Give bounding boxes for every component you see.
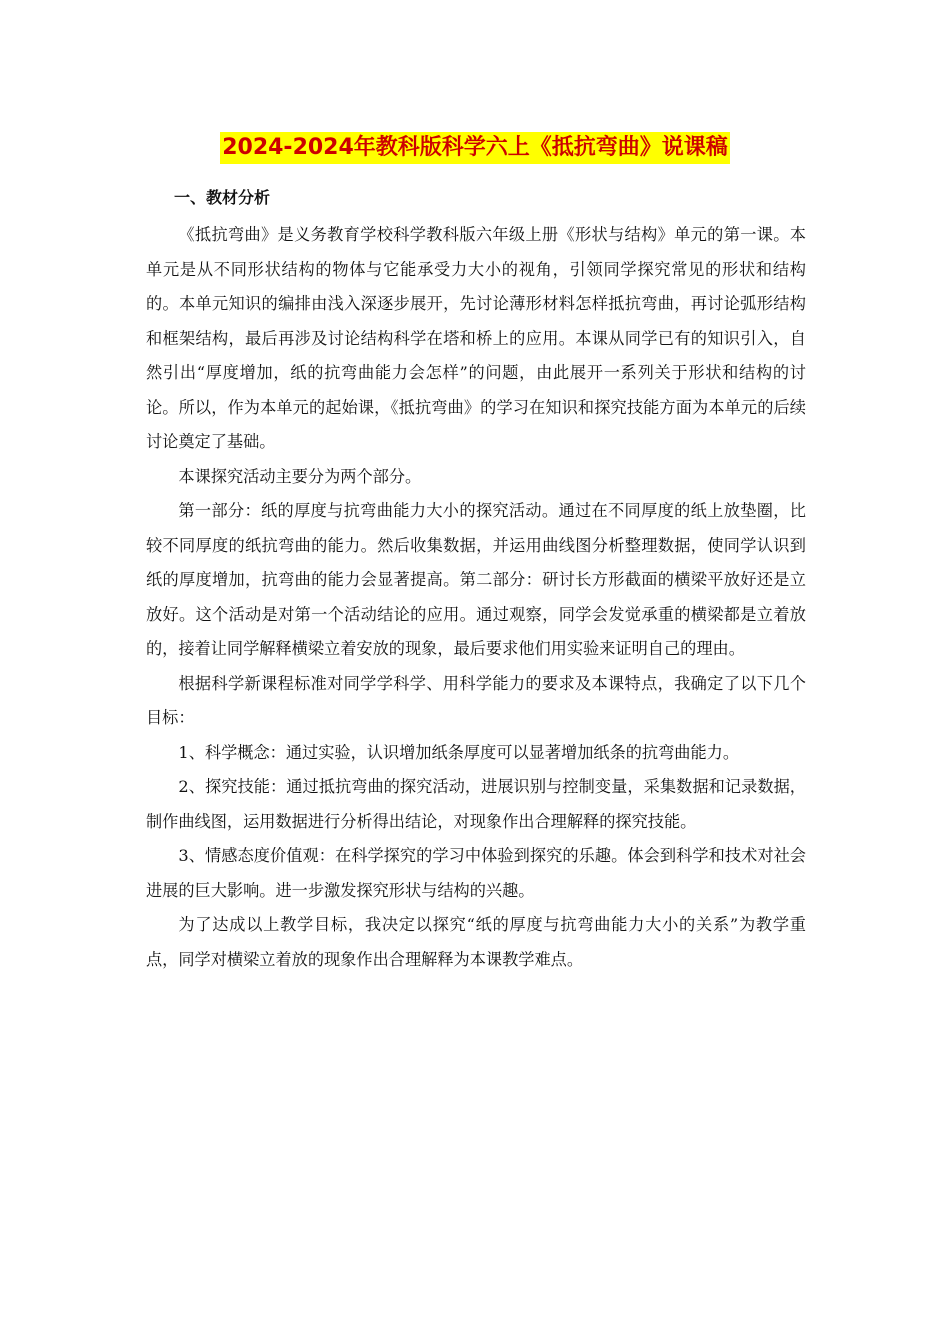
paragraph-goal-skills: 2、探究技能：通过抵抗弯曲的探究活动，进展识别与控制变量，采集数据和记录数据，制作曲线图，运用数据进行分析得出结论，对现象作出合理解释的探究技能。 [146,777,806,831]
paragraph-activity-parts: 第一部分：纸的厚度与抗弯曲能力大小的探究活动。通过在不同厚度的纸上放垫圈，比较不同厚度的纸抗弯曲的能力。然后收集数据，并运用曲线图分析整理数据，使同学认识到纸的厚度增加，抗弯曲的能力会显著提高。第二部分：研讨长方形截面的横梁平放好还是立放好。这个活动是对第一个活动结论的应用。通过观察，同学会发觉承重的横梁都是立着放的，接着让同学解释横梁立着安放的现象，最后要求他们用实验来证明自己的理由。 [146,501,806,658]
document-title: 2024-2024年教科版科学六上《抵抗弯曲》说课稿 [220,132,730,164]
paragraph-intro: 《抵抗弯曲》是义务教育学校科学教科版六年级上册《形状与结构》单元的第一课。本单元是从不同形状结构的物体与它能承受力大小的视角，引领同学探究常见的形状和结构的。本单元知识的编排由浅入深逐步展开，先讨论薄形材料怎样抵抗弯曲，再讨论弧形结构和框架结构，最后再涉及讨论结构科学在塔和桥上的应用。本课从同学已有的知识引入，自然引出“厚度增加，纸的抗弯曲能力会怎样”的问题，由此展开一系列关于形状和结构的讨论。所以，作为本单元的起始课，《抵抗弯曲》的学习在知识和探究技能方面为本单元的后续讨论奠定了基础。 [146,225,806,451]
paragraph-key-points: 为了达成以上教学目标，我决定以探究“纸的厚度与抗弯曲能力大小的关系”为教学重点，同学对横梁立着放的现象作出合理解释为本课教学难点。 [146,915,806,969]
title-container [0,132,950,164]
paragraph-goals-intro: 根据科学新课程标准对同学学科学、用科学能力的要求及本课特点，我确定了以下几个目标： [146,673,806,727]
paragraph-goal-concept: 1、科学概念：通过实验，认识增加纸条厚度可以显著增加纸条的抗弯曲能力。 [178,742,740,762]
paragraph-goal-attitude: 3、情感态度价值观：在科学探究的学习中体验到探究的乐趣。体会到科学和技术对社会进展的巨大影响。进一步激发探究形状与结构的兴趣。 [146,846,806,900]
section-heading-textbook-analysis: 一、教材分析 [174,188,271,207]
paragraph-activities-overview: 本课探究活动主要分为两个部分。 [178,466,422,486]
document-body [146,184,806,977]
